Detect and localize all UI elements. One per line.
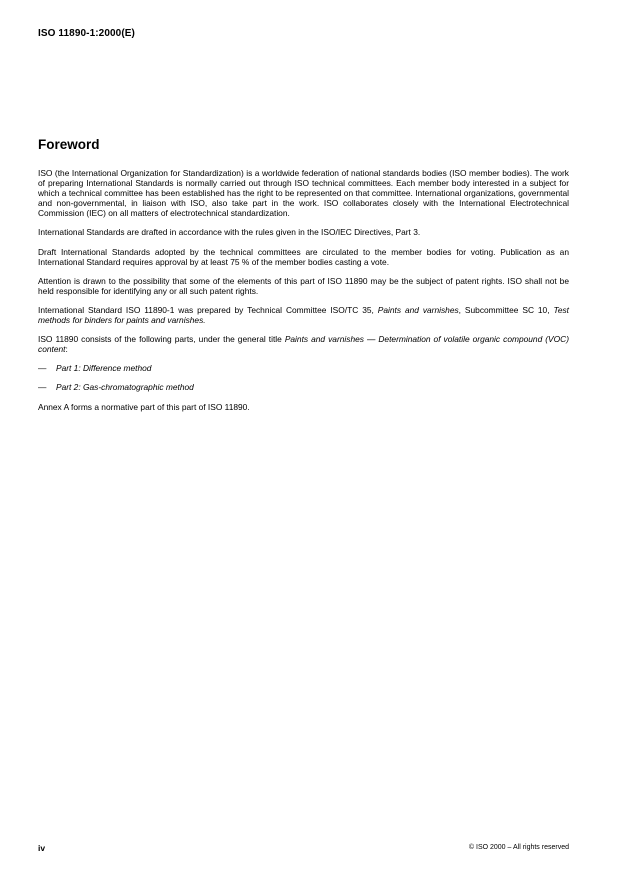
paragraph-iso-federation: ISO (the International Organization for Standardization) is a worldwide federation of national standards bodies (ISO member bodies). The work of preparing International Standards is normally carried out through ISO technical committees. Each member body interested in a subject for which a technical committee has been established has the right to be represented on that committee. International organizations, governmental and non-governmental, in liaison with ISO, also take part in the work. ISO collaborates closely with the International Electrotechnical Commission (IEC) on all matters of electrotechnical standardization. — [38, 168, 569, 219]
paragraph-annex: Annex A forms a normative part of this part of ISO 11890. — [38, 401, 250, 412]
dash-mark: — — [38, 382, 47, 393]
document-header: ISO 11890-1:2000(E) — [38, 28, 135, 39]
part1-title: Part 1: Difference method — [56, 363, 152, 374]
page-number: iv — [38, 843, 46, 853]
parts-colon: : — [65, 344, 68, 355]
foreword-body — [38, 168, 569, 421]
paragraph-patent: Attention is drawn to the possibility that some of the elements of this part of ISO 11890 may be the subject of patent rights. ISO shall not be held responsible for identifying any or all such patent rights. — [38, 275, 569, 296]
committee-title: Paints and varnishes — [377, 304, 459, 315]
prepared-by-text: International Standard ISO 11890-1 was prepared by Technical Committee ISO/TC 35, — [38, 304, 378, 315]
part2-title: Part 2: Gas-chromatographic method — [56, 382, 194, 393]
list-item-part2 — [38, 382, 569, 392]
copyright-notice: © ISO 2000 – All rights reserved — [468, 844, 569, 851]
paragraph-parts — [38, 334, 569, 354]
parts-intro-text: ISO 11890 consists of the following parts, under the general title — [38, 334, 285, 345]
subcommittee-title: Test methods for binders for paints and varnishes. — [38, 304, 569, 326]
subcommittee-text: , Subcommittee SC 10, — [458, 304, 554, 315]
list-item-part1 — [38, 363, 569, 373]
dash-mark: — — [38, 363, 47, 374]
page-title: Foreword — [38, 137, 100, 152]
general-title: Paints and varnishes — Determination of volatile organic compound (VOC) content — [38, 334, 569, 355]
paragraph-directives: International Standards are drafted in accordance with the rules given in the ISO/IEC Directives, Part 3. — [38, 227, 421, 238]
paragraph-prepared-by — [38, 305, 569, 325]
paragraph-voting: Draft International Standards adopted by the technical committees are circulated to the member bodies for voting. Publication as an International Standard requires approval by at least 75 % of the member bodies casting a vote. — [38, 246, 569, 267]
